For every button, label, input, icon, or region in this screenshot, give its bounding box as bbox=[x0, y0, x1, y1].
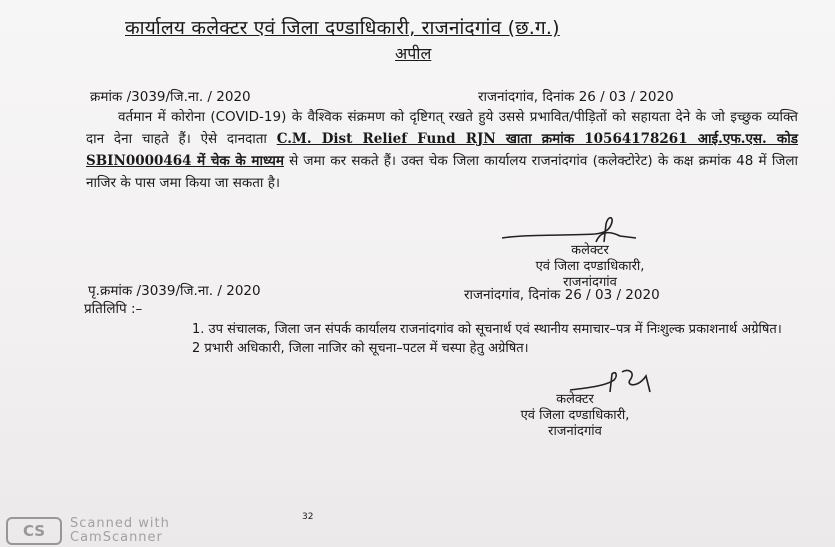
signatory-place-2: राजनांदगांव bbox=[548, 424, 602, 439]
camscanner-watermark bbox=[6, 517, 170, 545]
signature-block-2 bbox=[480, 392, 670, 440]
copy-to-label: प्रतिलिपि :– bbox=[84, 301, 143, 317]
camscanner-logo-icon: CS bbox=[6, 517, 62, 545]
appeal-body bbox=[86, 106, 798, 194]
watermark-line-1: Scanned with bbox=[70, 516, 170, 531]
signatory-title-2: कलेक्टर bbox=[556, 392, 594, 407]
copy-item-1: 1. उप संचालक, जिला जन संपर्क कार्यालय राजनांदगांव को सूचनार्थ एवं स्थानीय समाचार–पत्र में निःशुल्क प्रकाशनार्थ अग्रेषित। bbox=[192, 322, 782, 337]
bank-details: C.M. Dist Relief Fund RJN खाता क्रमांक 10564178261 आई.एफ.एस. कोड SBIN0000464 में चेक के माध्यम bbox=[86, 131, 799, 169]
office-title: कार्यालय कलेक्टर एवं जिला दण्डाधिकारी, राजनांदगांव (छ.ग.) bbox=[125, 17, 560, 39]
signatory-designation: एवं जिला दण्डाधिकारी, bbox=[535, 259, 645, 274]
signatory-title: कलेक्टर bbox=[571, 243, 609, 258]
signature-block-1 bbox=[480, 243, 700, 291]
copy-item-2: 2 प्रभारी अधिकारी, जिला नाजिर को सूचना–पटल में चस्पा हेतु अग्रेषित। bbox=[192, 341, 529, 356]
signatory-place: राजनांदगांव bbox=[563, 275, 617, 290]
document-subtitle: अपील bbox=[395, 44, 432, 63]
reference-number: क्रमांक /3039/जि.ना. / 2020 bbox=[90, 89, 251, 105]
body-text-1: वर्तमान में कोरोना (COVID-19) के वैश्विक संक्रमण को दृष्टिगत् रखते हुये उससे प्रभावित/पीड़ितों को सहायता देने के जो इच्छुक व्यक्ति दान देना चाहते हैं। ऐसे दानदाता bbox=[86, 109, 798, 147]
signatory-designation-2: एवं जिला दण्डाधिकारी, bbox=[520, 408, 630, 423]
copy-reference-number: पृ.क्रमांक /3039/जि.ना. / 2020 bbox=[88, 283, 261, 299]
copy-to-list bbox=[192, 322, 797, 356]
reference-place-date: राजनांदगांव, दिनांक 26 / 03 / 2020 bbox=[478, 89, 674, 105]
page-number: 32 bbox=[302, 512, 314, 522]
watermark-line-2: CamScanner bbox=[70, 530, 163, 545]
copy-reference-place-date: राजनांदगांव, दिनांक 26 / 03 / 2020 bbox=[464, 287, 660, 303]
body-text-2: से जमा कर सकते हैं। उक्त चेक जिला कार्यालय राजनांदगांव (कलेक्टोरेट) के कक्ष क्रमांक 48 में जिला नाजिर के पास जमा किया जा सकता है। bbox=[86, 153, 798, 191]
